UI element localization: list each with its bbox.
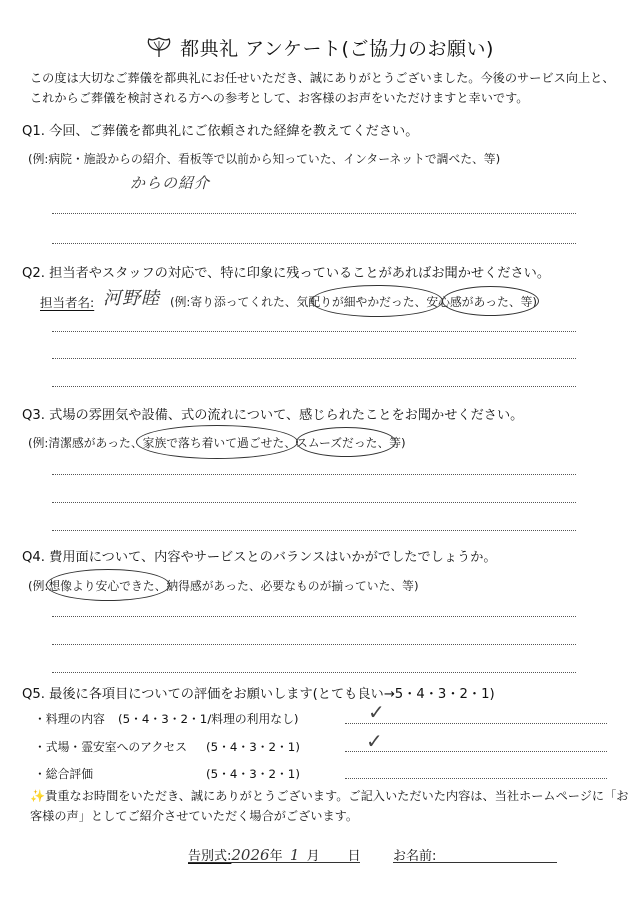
- q2-option-2-circle: [442, 286, 539, 316]
- q5-item-1-check[interactable]: ✓: [368, 700, 385, 724]
- q4-question: Q4. 費用面について、内容やサービスとのバランスはいかがでしたでしょうか。: [22, 550, 497, 565]
- title-text: 都典礼 アンケート(ご協力のお願い): [180, 38, 494, 60]
- q3-line-1[interactable]: [52, 474, 576, 475]
- funeral-month[interactable]: 1: [289, 846, 300, 864]
- day-unit: 日: [347, 849, 361, 864]
- q3-line-2[interactable]: [52, 502, 576, 503]
- q2-example-sep: 、: [414, 295, 427, 309]
- q5-item-2-label: ・式場・霊安室へのアクセス: [34, 740, 188, 754]
- q1-answer[interactable]: からの紹介: [130, 174, 211, 192]
- q2-option-1: 気配りが細やかだった: [296, 295, 415, 309]
- funeral-date-underline: [188, 862, 360, 863]
- page-title: [0, 34, 640, 61]
- q1-line-2[interactable]: [52, 243, 576, 244]
- q4-option-1: 想像より安心できた: [48, 579, 155, 593]
- q5-item-1-line[interactable]: [345, 723, 607, 724]
- q4-option-1-circle: [46, 569, 170, 601]
- q2-line-1[interactable]: [52, 331, 576, 332]
- q5-item-3-line[interactable]: [345, 778, 607, 779]
- q4-line-1[interactable]: [52, 616, 576, 617]
- q2-line-2[interactable]: [52, 358, 576, 359]
- q5-item-1-label: ・料理の内容: [34, 712, 105, 726]
- q1-example: (例:病院・施設からの紹介、看板等で以前から知っていた、インターネットで調べた、等): [28, 152, 501, 166]
- q3-example-suffix: 、等): [377, 436, 406, 450]
- q5-item-2-check[interactable]: ✓: [366, 729, 383, 753]
- customer-name-label: お名前:: [393, 849, 437, 864]
- q3-example-sep: 、: [284, 436, 297, 450]
- q2-staff-name[interactable]: 河野睦: [103, 288, 160, 309]
- q3-option-1: 家族で落ち着いて過ごせた: [142, 436, 285, 450]
- intro-text: この度は大切なご葬儀を都典礼にお任せいただき、誠にありがとうございました。今後のサービス向上と、これからご葬儀を検討される方への参考として、お客様のお声をいただけますと幸いです。: [30, 71, 615, 105]
- q4-line-3[interactable]: [52, 672, 576, 673]
- q2-question: Q2. 担当者やスタッフの対応で、特に印象に残っていることがあればお聞かせください。: [22, 266, 551, 281]
- q2-option-1-circle: [311, 285, 443, 317]
- q5-item-2-scale: (5・4・3・2・1): [206, 740, 300, 754]
- q4-example-prefix: (例:: [28, 579, 49, 593]
- funeral-date-label: 告別式:: [188, 849, 232, 864]
- q3-option-2-circle: [296, 427, 396, 457]
- customer-name-field[interactable]: [393, 862, 557, 863]
- q2-option-2: 安心感があった: [426, 295, 509, 309]
- q2-example-prefix: (例:寄り添ってくれた、: [170, 295, 297, 309]
- q3-option-1-circle: [136, 425, 298, 459]
- q4-example-suffix: 、納得感があった、必要なものが揃っていた、等): [154, 579, 419, 593]
- q1-question: Q1. 今回、ご葬儀を都典礼にご依頼された経緯を教えてください。: [22, 124, 419, 139]
- q3-example-prefix: (例:清潔感があった、: [28, 436, 143, 450]
- q2-staff-label: 担当者名:: [40, 295, 95, 310]
- q2-line-3[interactable]: [52, 386, 576, 387]
- q3-question: Q3. 式場の雰囲気や設備、式の流れについて、感じられたことをお聞かせください。: [22, 408, 524, 423]
- q5-item-2-line[interactable]: [345, 751, 607, 752]
- funeral-year[interactable]: 2026: [231, 846, 270, 864]
- q2-example-suffix: 、等): [508, 295, 538, 309]
- q5-item-3-label: ・総合評価: [34, 767, 93, 781]
- year-unit: 年: [269, 849, 283, 864]
- ginkgo-leaf-icon: [146, 37, 172, 59]
- q4-line-2[interactable]: [52, 644, 576, 645]
- month-unit: 月: [306, 849, 320, 864]
- thanks-text: ✨貴重なお時間をいただき、誠にありがとうございます。ご記入いただいた内容は、当社ホームページに「お客様の声」としてご紹介させていただく場合がございます。: [30, 789, 629, 823]
- q5-item-1-scale: (5・4・3・2・1/料理の利用なし): [118, 712, 299, 726]
- q1-line-1[interactable]: [52, 213, 576, 214]
- q5-item-3-scale: (5・4・3・2・1): [206, 767, 300, 781]
- q3-line-3[interactable]: [52, 530, 576, 531]
- q3-option-2: スムーズだった: [296, 436, 378, 450]
- q5-question: Q5. 最後に各項目についての評価をお願いします(とても良い→5・4・3・2・1): [22, 687, 495, 702]
